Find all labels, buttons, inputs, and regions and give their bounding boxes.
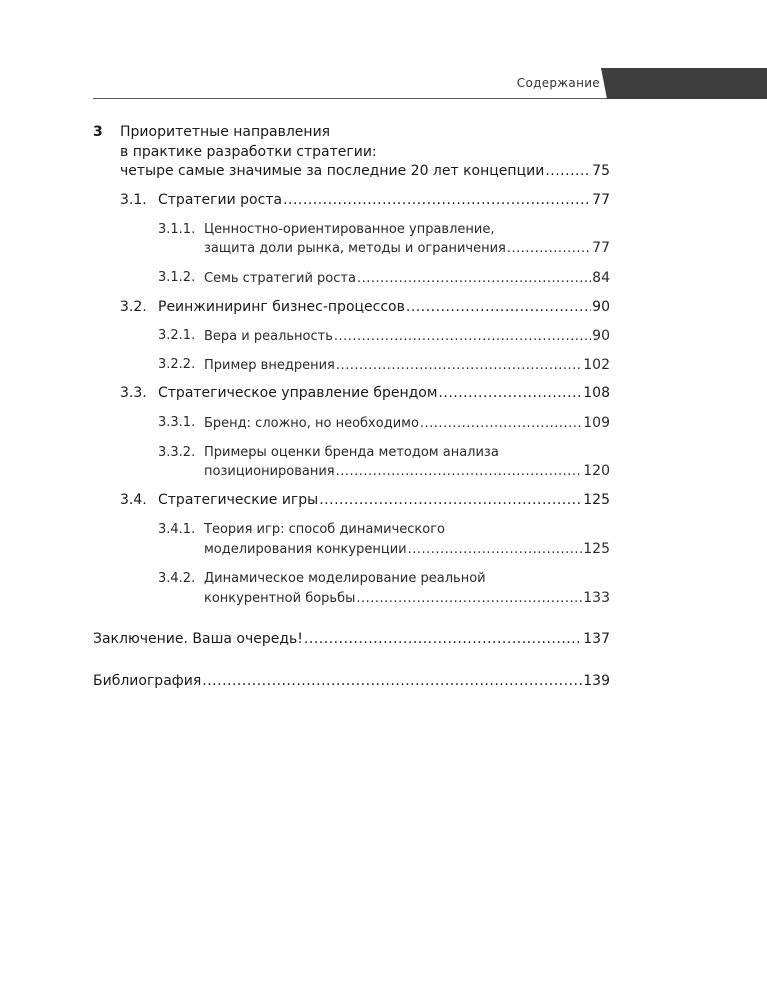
subsection-number: 3.2.2.	[158, 357, 196, 372]
subsection-title-line-1: Ценностно-ориентированное управление,	[204, 222, 495, 237]
toc-entry-subsection-3-2-2[interactable]	[204, 357, 610, 373]
subsection-number: 3.1.1.	[158, 222, 196, 237]
subsection-title-line-2: защита доли рынка, методы и ограничения	[204, 241, 506, 256]
dot-leader	[357, 271, 591, 286]
section-title: Стратегические игры	[158, 492, 319, 508]
section-title: Реинжиниринг бизнес-процессов	[158, 299, 405, 315]
toc-entry-bibliography[interactable]	[93, 673, 610, 689]
subsection-number: 3.4.2.	[158, 571, 196, 586]
toc-entry-section-3-4[interactable]	[158, 492, 610, 508]
subsection-number: 3.1.2.	[158, 270, 196, 285]
subsection-number: 3.3.2.	[158, 445, 196, 460]
subsection-number: 3.4.1.	[158, 522, 196, 537]
subsection-title-line-2: конкурентной борьбы	[204, 591, 356, 606]
section-number: 3.2.	[120, 299, 147, 315]
subsection-title: Семь стратегий роста	[204, 271, 356, 286]
section-title: Стратегии роста	[158, 192, 283, 208]
toc-entry-section-3-3[interactable]	[158, 385, 610, 401]
subsection-number: 3.2.1.	[158, 328, 196, 343]
section-number: 3.3.	[120, 385, 147, 401]
toc-entry-subsection-3-4-2[interactable]	[204, 590, 610, 606]
header-rule	[93, 98, 607, 99]
dot-leader	[319, 492, 582, 508]
subsection-title: Пример внедрения	[204, 358, 335, 373]
page-number: 137	[583, 631, 610, 647]
toc-entry-subsection-3-1-1[interactable]	[204, 240, 610, 256]
toc-entry-conclusion[interactable]	[93, 631, 610, 647]
dot-leader	[408, 542, 583, 557]
chapter-number: 3	[93, 124, 103, 140]
toc-entry-subsection-3-2-1[interactable]	[204, 328, 610, 344]
section-title: Стратегическое управление брендом	[158, 385, 438, 401]
page-number: 125	[583, 541, 610, 557]
toc-entry-section-3-2[interactable]	[158, 299, 610, 315]
dot-leader	[507, 241, 591, 256]
dot-leader	[406, 299, 591, 315]
header-tab-decoration	[607, 68, 767, 99]
dot-leader	[438, 385, 582, 401]
subsection-title: Бренд: сложно, но необходимо	[204, 416, 419, 431]
dot-leader	[545, 163, 591, 179]
section-number: 3.1.	[120, 192, 147, 208]
page-number: 75	[592, 163, 610, 179]
page-number: 77	[592, 240, 610, 256]
dot-leader	[420, 416, 582, 431]
subsection-title-line-1: Теория игр: способ динамического	[204, 522, 446, 537]
dot-leader	[202, 673, 582, 689]
toc-entry-chapter-3[interactable]	[120, 163, 610, 179]
dot-leader	[336, 358, 582, 373]
page-number: 90	[592, 328, 610, 344]
dot-leader	[356, 591, 582, 606]
subsection-number: 3.3.1.	[158, 415, 196, 430]
entry-title: Библиография	[93, 673, 202, 689]
toc-entry-subsection-3-3-1[interactable]	[204, 415, 610, 431]
section-number: 3.4.	[120, 492, 147, 508]
dot-leader	[304, 631, 582, 647]
page-number: 120	[583, 463, 610, 479]
page-number: 133	[583, 590, 610, 606]
page-number: 90	[592, 299, 610, 315]
subsection-title-line-2: моделирования конкуренции	[204, 542, 407, 557]
toc-entry-subsection-3-4-1[interactable]	[204, 541, 610, 557]
running-header: Содержание	[516, 76, 600, 90]
entry-title: Заключение. Ваша очередь!	[93, 631, 303, 647]
dot-leader	[336, 464, 583, 479]
page-number: 109	[583, 415, 610, 431]
subsection-title: Вера и реальность	[204, 329, 333, 344]
dot-leader	[334, 329, 591, 344]
chapter-title-line-2: в практике разработки стратегии:	[120, 144, 377, 160]
subsection-title-line-1: Примеры оценки бренда методом анализа	[204, 445, 499, 460]
toc-entry-subsection-3-1-2[interactable]	[204, 270, 610, 286]
dot-leader	[283, 192, 591, 208]
toc-entry-subsection-3-3-2[interactable]	[204, 463, 610, 479]
page-number: 108	[583, 385, 610, 401]
page-number: 77	[592, 192, 610, 208]
chapter-title-line-1: Приоритетные направления	[120, 124, 331, 140]
subsection-title-line-2: позиционирования	[204, 464, 335, 479]
page-number: 125	[583, 492, 610, 508]
subsection-title-line-1: Динамическое моделирование реальной	[204, 571, 486, 586]
page-number: 84	[592, 270, 610, 286]
chapter-title-line-3: четыре самые значимые за последние 20 лет концепции	[120, 163, 545, 179]
page-number: 102	[583, 357, 610, 373]
page-number: 139	[583, 673, 610, 689]
toc-entry-section-3-1[interactable]	[158, 192, 610, 208]
